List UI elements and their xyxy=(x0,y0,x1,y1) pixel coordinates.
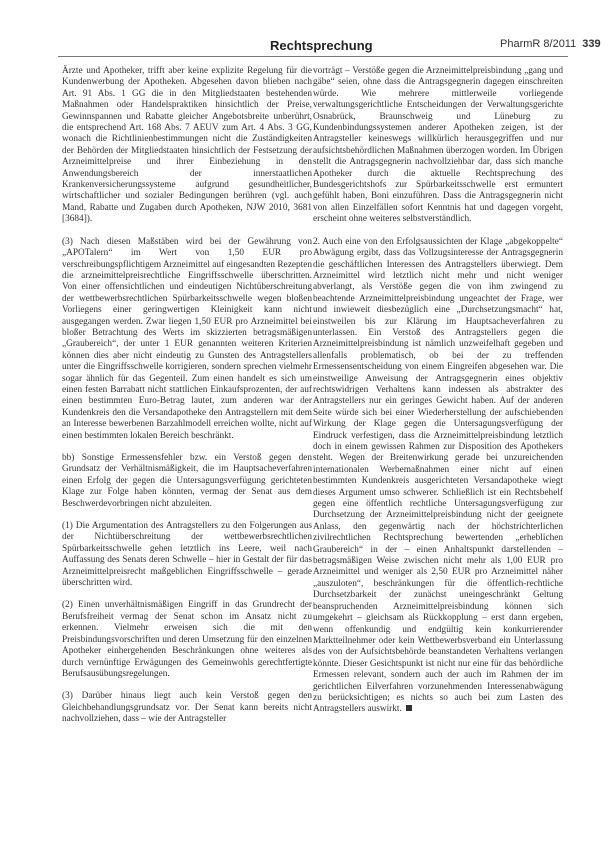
right-column xyxy=(313,66,563,727)
paragraph: (1) Die Argumentation des Antragstellers zu den Folgerungen aus der Nichtüberschreitung der wettbewerbsrechtlichen Spürbarkeitsschwelle gehen letztlich ins Leere, weil nach Auffassung des Senats deren Schwelle – hier in Gestalt der für das Arzneimittelpreisrecht maßgeblichen Eingriffsschwelle – gerade überschritten wird. xyxy=(62,521,312,589)
journal-reference xyxy=(500,38,601,50)
paragraph: (3) Nach diesen Maßstäben wird bei der Gewährung von „APOTalern“ im Wert von 1,50 EUR pro verschreibungspflichtigem Arzneimittel auf eingesandten Rezepten die arzneimittelpreisrechtliche Eingriffsschwelle überschritten. Von einer offensichtlichen und eindeutigen Nichtüberschreitung der wettbewerbsrechtlichen Spürbarkeitsschwelle wegen bloßen Vorliegens einer geringwertigen Kleinigkeit kann nicht ausgegangen werden. Zwar liegen 1,50 EUR pro Arzneimittel bei bloßer Betrachtung des Werts im skizzierten betragsmäßigen „Graubereich“, der unter 1 EUR genannten weiteren Kriterien können dies aber nicht eindeutig zu Gunsten des Antragstellers unter die Eingriffsschwelle korrigieren, sondern sprechen vielmehr sogar ähnlich für das Gegenteil. Zum einen handelt es sich um einen festen Barrabatt nicht stattlichen Einkaufsprozenten, der auf einen bestimmten Euro-Betrag lautet, zum anderen war der Kundenkreis den die Versandapotheke den Antragstellern mit dem an Interesse bewerbenen Barzahlmodell erreichen wollte, nicht auf einen bestimmten lokalen Bereich beschränkt. xyxy=(62,236,312,441)
paragraph: (3) Darüber hinaus liegt auch kein Verstoß gegen den Gleichbehandlungsgrundsatz vor. Der Senat kann bereits nicht nachvollziehen, dass – wie der Antragsteller xyxy=(62,691,312,725)
paragraph-final xyxy=(313,237,563,716)
page-number: 339 xyxy=(582,38,601,50)
header-rule xyxy=(58,56,568,57)
journal-name: PharmR 8/2011 xyxy=(500,38,577,50)
paragraph-text: 2. Auch eine von den Erfolgsaussichten der Klage „abgekoppelte“ Abwägung ergibt, dass das Vollzugsinteresse der Antragsgegnerin die geschäftlichen Interessen des Antragstellers überwiegt. Dem Arzneimittel wird letztlich nicht mehr und nicht weniger abverlangt, als Verstöße gegen die von ihm zwingend zu beachtende Arzneimittelpreisbindung ungeachtet der Frage, wer und inwieweit diesbezüglich eine „Durchsetzungsmacht“ hat, einstweilen bis zur Klärung im Hauptsacheverfahren zu unterlassen. Ein Verstoß des Antragstellers gegen die Arzneimittelpreisbindung ist nämlich unzweifelhaft gegeben und allenfalls problematisch, ob bei der zu treffenden Ermessensentscheidung von einem Eingreifen abgesehen war. Die einstweilige Anweisung der Antragsgegnerin eines objektiv rechtswidrigen Verhaltens kann indessen als abstrakter des Antragstellers nur ein geringes Gewicht haben. Auf der anderen Seite würde sich bei einer Wiederherstellung der aufschiebenden Wirkung der Klage gegen die Untersagungsverfügung der Eindruck verfestigen, dass die Arzneimittelpreisbindung letztlich doch in einem gewissen Rahmen zur Disposition des Apothekers steht. Wegen der Breitenwirkung gerade bei unzureichenden internationalen Werbemaßnahmen einer nicht auf einen bestimmten Kundenkreis ausgerichteten Versandapotheke wiegt dieses Argument umso schwerer. Schließlich ist ein Rechtsbehelf gegen eine öffentlich rechtliche Untersagungsverfügung zur Durchsetzung der Arzneimittelpreisbindung nicht der geeignete Anlass, den gegenwärtig nach der höchstrichterlichen zivilrechtlichen Rechtsprechung bewertenden „erheblichen Graubereich“ in der – einen Anhaltspunkt darstellenden – betragsmäßigen Weise zwischen nicht mehr als 1,00 EUR pro Arzneimittel und weniger als 2,50 EUR pro Arzneimittel näher „auszuloten“, beschränkungen für die öffentlich-rechtliche Durchsetzbarkeit der zunächst uneingeschränkt Geltung beanspruchenden Arzneimittelpreisbindung können sich umgekehrt – gleichsam als Rückkopplung – erst dann ergeben, wenn offenkundig und endgültig kein konkurrierender Marktteilnehmer oder kein Wettbewerbsverband ein Unterlassung des von der Aufsichtsbehörde beanstandeten Verhaltens verlangen könnte. Dieser Gesichtspunkt ist nicht nur eine für das behördliche Ermessen relevant, sondern auch der auch im Rahmen der im gerichtlichen Eilverfahren vorzunehmenden Interessenabwägung zu berücksichtigen; es nichts so auch bei zum Lasten des Antragstellers auswirkt. xyxy=(313,236,563,715)
section-title: Rechtsprechung xyxy=(270,38,373,53)
paragraph: bb) Sonstige Ermessensfehler bzw. ein Verstoß gegen den Grundsatz der Verhältnismäßigkeit, die im Hauptsacheverfahren einen Erfolg der gegen die Untersagungsverfügung gerichteten Klage zur Folge haben könnten, vermag der Senat aus dem Beschwerdevorbringen nicht abzuleiten. xyxy=(62,453,312,509)
left-column xyxy=(62,66,312,737)
paragraph: Ärzte und Apotheker, trifft aber keine explizite Regelung für die Kundenwerbung der Apotheken. Abgesehen davon blieben nach Art. 91 Abs. 1 GG die in den Mitgliedstaaten bestehenden Maßnahmen oder Handelspraktiken hinsichtlich der Preise, Gewinnspannen und Rabatte gleicher Angebotsbreite unberührt, die entsprechend Art. 168 Abs. 7 AEUV zum Art. 4 Abs. 3 GG, wonach die Richtlinienbestimmungen nicht die Zuständigkeiten der Behörden der Mitgliedstaaten hinsichtlich der Festsetzung der Arzneimittelpreise und ihrer Einbeziehung in den Anwendungsbereich der innerstaatlichen Krankenversicherungssysteme aufgrund gesundheitlicher, wirtschaftlicher und sozialer Bedingungen berühren (vgl. auch Mand, Rabatte und Zugaben durch Apotheken, NJW 2010, 3681 [3684]). xyxy=(62,66,312,225)
end-of-article-mark xyxy=(406,705,412,711)
page-header xyxy=(0,0,611,60)
paragraph: (2) Einen unverhältnismäßigen Eingriff in das Grundrecht der Berufsfreiheit vermag der Senat schon im Ansatz nicht zu erkennen. Vielmehr erweisen sich die mit den Preisbindungsvorschriften und deren Umsetzung für den einzelnen Apotheker einhergehenden Beschränkungen ohne weiteres als durch vernünftige Erwägungen des Gemeinwohls gerechtfertigte Berufsausübungsregelungen. xyxy=(62,600,312,679)
paragraph: vorträgt – Verstöße gegen die Arzneimittelpreisbindung „gang und gäbe“ seien, ohne dass die Antragsgegnerin dagegen einschreiten würde. Wie mehrere mittlerweile vorliegende verwaltungsgerichtliche Entscheidungen der Verwaltungsgerichte Osnabrück, Braunschweig und Lüneburg zu Kundenbindungssystemen anderer Apotheken zeigen, ist der Antragsteller keineswegs willkürlich herausgegriffen und nur aufsichtsbehördlichen Maßnahmen überzogen worden. Im Übrigen stellt die Antragsgegnerin nachvollziehbar dar, dass sich manche Apotheker durch die aktuelle Rechtsprechung des Bundesgerichtshofs zur Spürbarkeitsschwelle erst ermuntert gefühlt haben, Boni einzuführen. Dass die Antragsgegnerin nicht von allen Einzelfällen sofort Kenntnis hat und dagegen vorgeht, erscheint ohne weiteres selbstverständlich. xyxy=(313,66,563,225)
